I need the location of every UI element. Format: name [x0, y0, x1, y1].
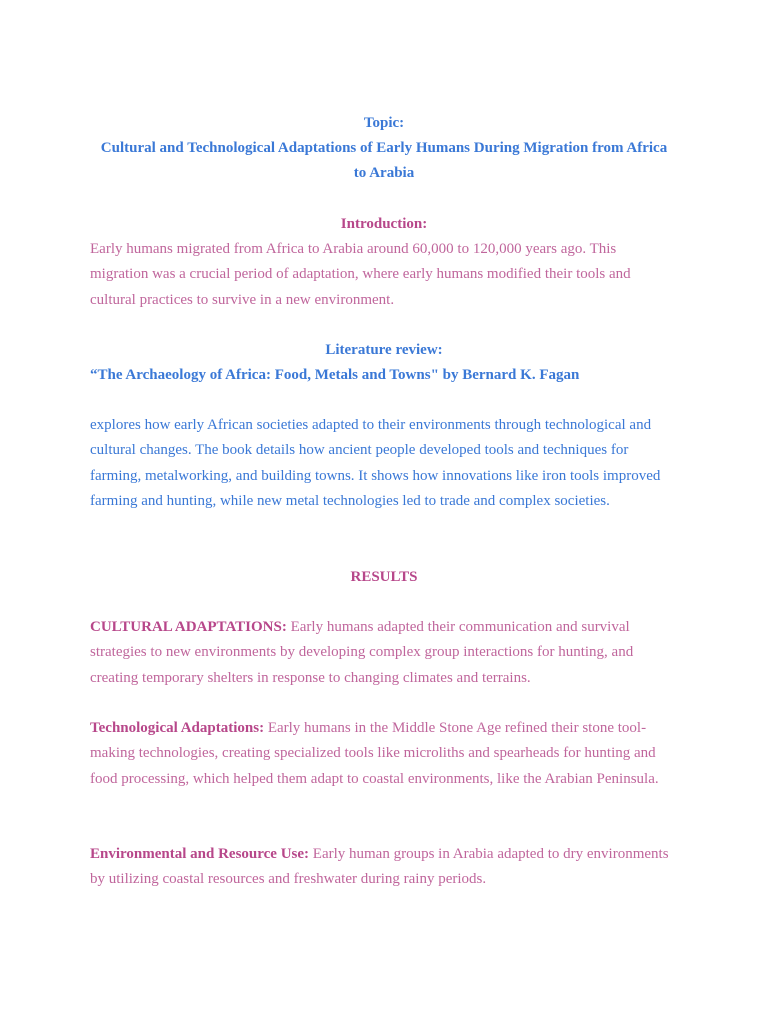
result-item-label: Technological Adaptations: [90, 720, 265, 736]
result-item-label: Environmental and Resource Use: [90, 846, 310, 862]
introduction-body: Early humans migrated from Africa to Arabia around 60,000 to 120,000 years ago. This migration was a crucial period of adaptation, where early humans modified their tools and cultural practices to survive in a new environment. [90, 241, 631, 308]
literature-review-citation: “The Archaeology of Africa: Food, Metals and Towns" by Bernard K. Fagan [90, 367, 580, 383]
result-item-cultural [90, 615, 675, 691]
introduction-heading: Introduction: [340, 216, 428, 232]
results-heading: RESULTS [350, 569, 418, 585]
result-item-text: Early humans in the Middle Stone Age refined their stone tool-making technologies, creating specialized tools like microliths and spearheads for hunting and food processing, which helped them adapt to coastal environments, like the Arabian Peninsula. [90, 720, 659, 787]
result-item-label: CULTURAL ADAPTATIONS: [90, 619, 287, 635]
result-item-environmental [90, 842, 675, 893]
topic-label: Topic: [363, 115, 405, 131]
result-item-text: Early human groups in Arabia adapted to dry environments by utilizing coastal resources and freshwater during rainy periods. [90, 846, 669, 888]
result-item-text: Early humans adapted their communication and survival strategies to new environments by developing complex group interactions for hunting, and creating temporary shelters in response to changing climates and terrains. [90, 619, 634, 686]
result-item-technological [90, 716, 675, 792]
literature-review-heading: Literature review: [325, 342, 443, 358]
topic-title: Cultural and Technological Adaptations of Early Humans During Migration from Africa to Arabia [100, 140, 668, 182]
literature-review-body: explores how early African societies adapted to their environments through technological and cultural changes. The book details how ancient people developed tools and techniques for farming, metalworking, and building towns. It shows how innovations like iron tools improved farming and hunting, while new metal technologies led to trade and complex societies. [90, 417, 661, 509]
